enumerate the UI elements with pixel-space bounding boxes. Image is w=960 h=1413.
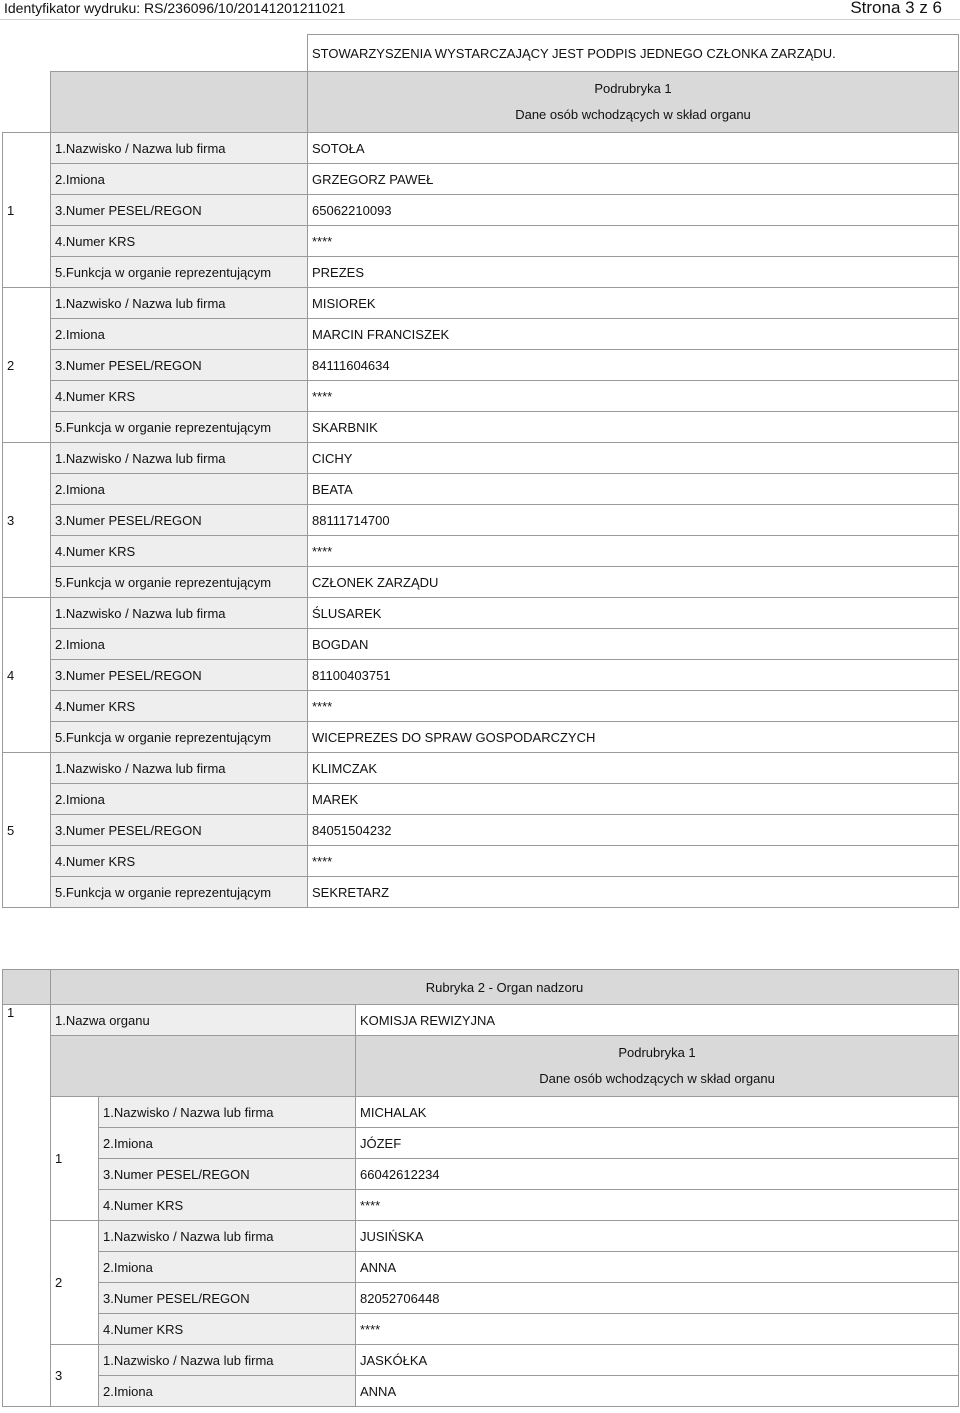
surname-value: SOTOŁA xyxy=(308,133,959,164)
member-row xyxy=(3,1252,959,1283)
pesel-regon-value: 65062210093 xyxy=(308,195,959,226)
header-divider xyxy=(0,19,960,20)
first-names-value: BOGDAN xyxy=(308,629,959,660)
person-row xyxy=(3,443,959,474)
person-number: 4 xyxy=(3,598,51,753)
person-row xyxy=(3,722,959,753)
krs-number-label: 4.Numer KRS xyxy=(99,1314,356,1345)
pesel-regon-value: 82052706448 xyxy=(356,1283,959,1314)
person-row xyxy=(3,195,959,226)
first-names-value: GRZEGORZ PAWEŁ xyxy=(308,164,959,195)
krs-number-value: **** xyxy=(308,226,959,257)
member-row xyxy=(3,1345,959,1376)
function-label: 5.Funkcja w organie reprezentującym xyxy=(51,722,308,753)
surname-value: MICHALAK xyxy=(356,1097,959,1128)
krs-number-label: 4.Numer KRS xyxy=(51,226,308,257)
pesel-regon-value: 66042612234 xyxy=(356,1159,959,1190)
subsection-subtitle: Dane osób wchodzących w skład organu xyxy=(515,107,751,122)
representation-note: STOWARZYSZENIA WYSTARCZAJĄCY JEST PODPIS JEDNEGO CZŁONKA ZARZĄDU. xyxy=(308,35,959,72)
surname-value: CICHY xyxy=(308,443,959,474)
surname-value: KLIMCZAK xyxy=(308,753,959,784)
first-names-label: 2.Imiona xyxy=(51,474,308,505)
first-names-label: 2.Imiona xyxy=(51,784,308,815)
person-row xyxy=(3,505,959,536)
person-row xyxy=(3,660,959,691)
person-row xyxy=(3,288,959,319)
subsection-subtitle-2: Dane osób wchodzących w skład organu xyxy=(539,1071,775,1086)
first-names-label: 2.Imiona xyxy=(51,164,308,195)
function-value: SEKRETARZ xyxy=(308,877,959,908)
organ-name-value: KOMISJA REWIZYJNA xyxy=(356,1005,959,1036)
person-row xyxy=(3,350,959,381)
pesel-regon-label: 3.Numer PESEL/REGON xyxy=(51,195,308,226)
pesel-regon-value: 81100403751 xyxy=(308,660,959,691)
first-names-value: MARCIN FRANCISZEK xyxy=(308,319,959,350)
person-row xyxy=(3,784,959,815)
person-row xyxy=(3,877,959,908)
first-names-label: 2.Imiona xyxy=(99,1252,356,1283)
person-row xyxy=(3,536,959,567)
krs-number-label: 4.Numer KRS xyxy=(51,381,308,412)
krs-number-value: **** xyxy=(308,691,959,722)
pesel-regon-label: 3.Numer PESEL/REGON xyxy=(51,505,308,536)
krs-number-value: **** xyxy=(356,1190,959,1221)
person-row xyxy=(3,815,959,846)
member-number: 1 xyxy=(51,1097,99,1221)
member-row xyxy=(3,1221,959,1252)
pesel-regon-value: 88111714700 xyxy=(308,505,959,536)
pesel-regon-label: 3.Numer PESEL/REGON xyxy=(99,1159,356,1190)
person-row xyxy=(3,412,959,443)
person-number: 3 xyxy=(3,443,51,598)
function-label: 5.Funkcja w organie reprezentującym xyxy=(51,257,308,288)
function-label: 5.Funkcja w organie reprezentującym xyxy=(51,567,308,598)
person-row xyxy=(3,629,959,660)
print-identifier: Identyfikator wydruku: RS/236096/10/20141201211021 xyxy=(4,0,346,16)
function-label: 5.Funkcja w organie reprezentującym xyxy=(51,412,308,443)
krs-number-label: 4.Numer KRS xyxy=(51,536,308,567)
member-row xyxy=(3,1097,959,1128)
person-row xyxy=(3,846,959,877)
krs-number-value: **** xyxy=(308,536,959,567)
krs-number-value: **** xyxy=(356,1314,959,1345)
first-names-label: 2.Imiona xyxy=(51,319,308,350)
member-row xyxy=(3,1314,959,1345)
surname-label: 1.Nazwisko / Nazwa lub firma xyxy=(51,288,308,319)
function-value: PREZES xyxy=(308,257,959,288)
surname-label: 1.Nazwisko / Nazwa lub firma xyxy=(51,598,308,629)
person-row xyxy=(3,691,959,722)
subsection-title-2: Podrubryka 1 xyxy=(618,1045,696,1060)
surname-value: JASKÓŁKA xyxy=(356,1345,959,1376)
supervisory-board-table xyxy=(2,969,959,1407)
member-row xyxy=(3,1128,959,1159)
pesel-regon-label: 3.Numer PESEL/REGON xyxy=(99,1283,356,1314)
surname-label: 1.Nazwisko / Nazwa lub firma xyxy=(99,1221,356,1252)
first-names-value: MAREK xyxy=(308,784,959,815)
person-row xyxy=(3,381,959,412)
person-row xyxy=(3,319,959,350)
krs-number-label: 4.Numer KRS xyxy=(99,1190,356,1221)
first-names-label: 2.Imiona xyxy=(51,629,308,660)
person-row xyxy=(3,226,959,257)
function-value: WICEPREZES DO SPRAW GOSPODARCZYCH xyxy=(308,722,959,753)
person-row xyxy=(3,598,959,629)
first-names-label: 2.Imiona xyxy=(99,1376,356,1407)
first-names-label: 2.Imiona xyxy=(99,1128,356,1159)
member-number: 2 xyxy=(51,1221,99,1345)
person-number: 5 xyxy=(3,753,51,908)
organ-number: 1 xyxy=(3,1005,51,1407)
person-row xyxy=(3,753,959,784)
page-number: Strona 3 z 6 xyxy=(850,0,942,17)
surname-label: 1.Nazwisko / Nazwa lub firma xyxy=(99,1345,356,1376)
surname-label: 1.Nazwisko / Nazwa lub firma xyxy=(51,133,308,164)
subsection-title: Podrubryka 1 xyxy=(594,81,672,96)
member-row xyxy=(3,1159,959,1190)
surname-label: 1.Nazwisko / Nazwa lub firma xyxy=(99,1097,356,1128)
function-label: 5.Funkcja w organie reprezentującym xyxy=(51,877,308,908)
krs-number-label: 4.Numer KRS xyxy=(51,691,308,722)
surname-value: ŚLUSAREK xyxy=(308,598,959,629)
surname-value: MISIOREK xyxy=(308,288,959,319)
management-board-table xyxy=(2,34,959,908)
person-row xyxy=(3,567,959,598)
section-title: Rubryka 2 - Organ nadzoru xyxy=(51,970,959,1005)
person-number: 1 xyxy=(3,133,51,288)
pesel-regon-value: 84051504232 xyxy=(308,815,959,846)
pesel-regon-label: 3.Numer PESEL/REGON xyxy=(51,660,308,691)
person-row xyxy=(3,257,959,288)
krs-number-value: **** xyxy=(308,381,959,412)
surname-label: 1.Nazwisko / Nazwa lub firma xyxy=(51,753,308,784)
person-row xyxy=(3,133,959,164)
member-row xyxy=(3,1376,959,1407)
first-names-value: BEATA xyxy=(308,474,959,505)
krs-number-label: 4.Numer KRS xyxy=(51,846,308,877)
surname-value: JUSIŃSKA xyxy=(356,1221,959,1252)
person-row xyxy=(3,164,959,195)
function-value: SKARBNIK xyxy=(308,412,959,443)
krs-number-value: **** xyxy=(308,846,959,877)
first-names-value: ANNA xyxy=(356,1252,959,1283)
pesel-regon-label: 3.Numer PESEL/REGON xyxy=(51,350,308,381)
person-row xyxy=(3,474,959,505)
first-names-value: ANNA xyxy=(356,1376,959,1407)
surname-label: 1.Nazwisko / Nazwa lub firma xyxy=(51,443,308,474)
member-row xyxy=(3,1190,959,1221)
first-names-value: JÓZEF xyxy=(356,1128,959,1159)
pesel-regon-value: 84111604634 xyxy=(308,350,959,381)
subsection-heading-2 xyxy=(356,1036,959,1097)
member-row xyxy=(3,1283,959,1314)
person-number: 2 xyxy=(3,288,51,443)
function-value: CZŁONEK ZARZĄDU xyxy=(308,567,959,598)
organ-name-label: 1.Nazwa organu xyxy=(51,1005,356,1036)
subsection-heading xyxy=(308,72,959,133)
member-number: 3 xyxy=(51,1345,99,1407)
pesel-regon-label: 3.Numer PESEL/REGON xyxy=(51,815,308,846)
